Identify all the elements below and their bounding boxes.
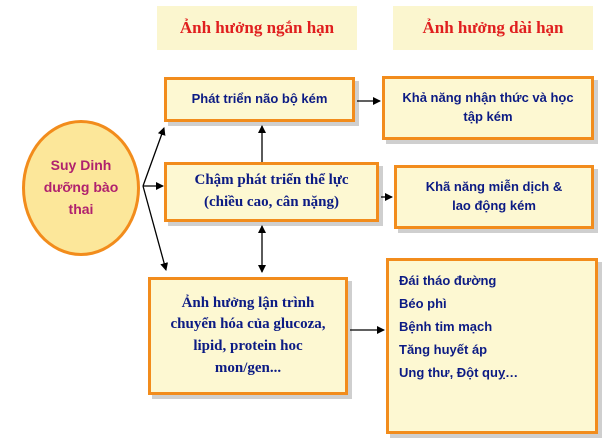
arrow-cause-to-metabolism <box>143 186 166 270</box>
cause-line-1: Suy Dinh <box>50 157 112 174</box>
physical-growth-line-1: Chậm phát triển thể lực <box>194 172 349 189</box>
metabolism-line-2: chuyển hóa của glucoza, <box>170 316 326 333</box>
metabolism-line-3: lipid, protein hoc <box>193 338 303 354</box>
immunity-line-2: lao động kém <box>452 198 536 213</box>
immunity-line-1: Khã năng miễn dịch & <box>425 179 563 195</box>
metabolism-line-1: Ảnh hưởng lận trình <box>181 294 315 311</box>
header-long-term: Ảnh hưởng dài hạn <box>393 6 593 50</box>
cognition-line-2: tập kém <box>463 109 513 124</box>
cause-line-3: thai <box>68 200 94 217</box>
cognition-line-1: Khả năng nhận thức và học <box>402 90 574 106</box>
brain-development-text: Phát triển não bộ kém <box>191 91 328 107</box>
disease-item: Đái tháo đường <box>399 273 497 288</box>
physical-growth-line-2: (chiều cao, cân nặng) <box>204 194 339 210</box>
cause-line-2: dưỡng bào <box>43 179 119 196</box>
disease-item: Ung thư, Đột quỵ… <box>399 365 519 380</box>
header-short-term: Ảnh hưởng ngắn hạn <box>157 6 357 50</box>
disease-item: Tăng huyết áp <box>399 342 488 357</box>
disease-item: Bệnh tim mạch <box>399 319 493 334</box>
arrow-cause-to-brain <box>143 128 164 186</box>
disease-item: Béo phì <box>399 296 447 311</box>
metabolism-line-4: mon/gen... <box>214 359 282 376</box>
